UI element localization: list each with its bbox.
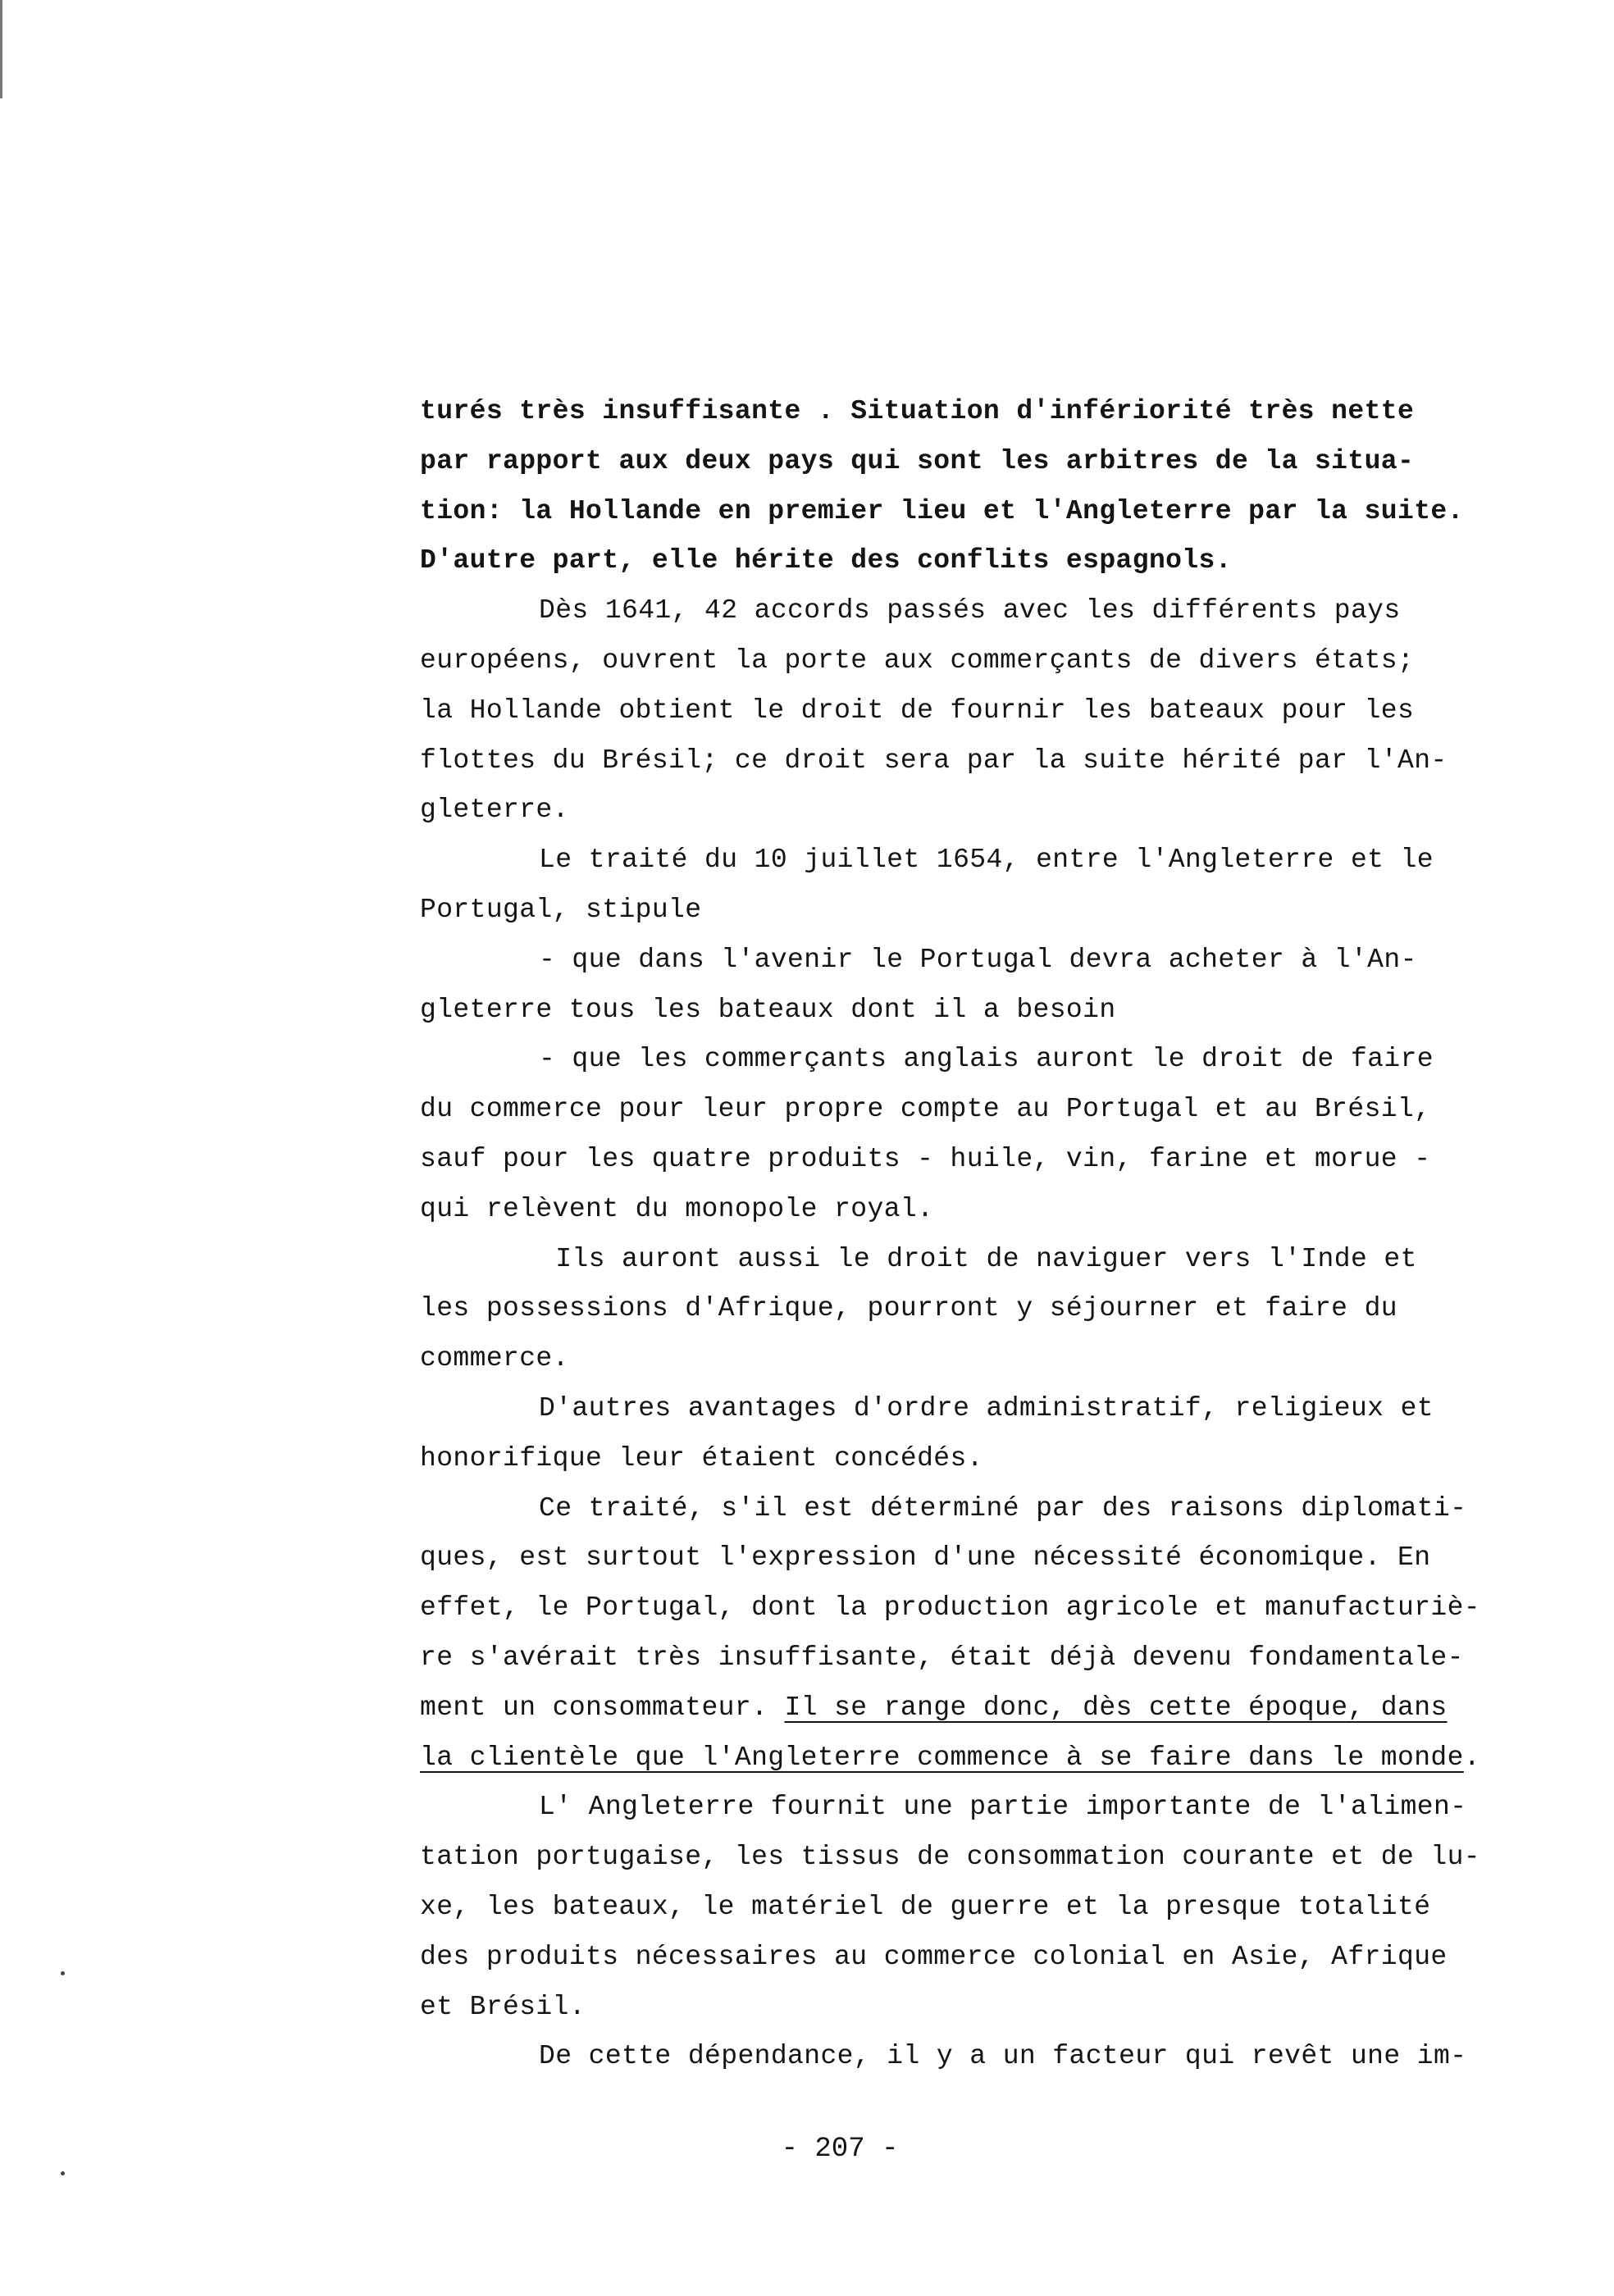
trailing-punctuation: . <box>1463 1742 1481 1773</box>
text-line-content: - que les commerçants anglais auront le droit de faire <box>539 1044 1434 1075</box>
text-line <box>420 1883 1535 1933</box>
text-line <box>420 836 1535 886</box>
text-line <box>420 1284 1535 1334</box>
text-line <box>420 1434 1535 1484</box>
text-line-content: De cette dépendance, il y a un facteur qui revêt une im- <box>539 2041 1467 2072</box>
text-line-content: L' Angleterre fournit une partie importante de l'alimen- <box>539 1792 1467 1823</box>
text-line-content: - que dans l'avenir le Portugal devra acheter à l'An- <box>539 944 1417 975</box>
text-line-content: Ils auront aussi le droit de naviguer vers l'Inde et <box>539 1243 1417 1274</box>
text-line <box>420 1933 1535 1983</box>
text-line <box>420 636 1535 686</box>
text-line <box>420 437 1535 487</box>
text-line-content: Portugal, stipule <box>420 894 702 925</box>
text-line <box>420 1783 1535 1833</box>
text-line <box>420 936 1535 986</box>
text-line-content: Le traité du 10 juillet 1654, entre l'Angleterre et le <box>539 845 1434 876</box>
text-line-content: la Hollande obtient le droit de fournir les bateaux pour les <box>420 695 1415 726</box>
text-line <box>420 387 1535 437</box>
text-line <box>420 487 1535 537</box>
text-line-content: xe, les bateaux, le matériel de guerre et la presque totalité <box>420 1891 1431 1922</box>
text-line-content: honorifique leur étaient concédés. <box>420 1442 983 1474</box>
text-line <box>420 2032 1535 2082</box>
scan-speck <box>61 1971 65 1975</box>
text-line-content: sauf pour les quatre produits - huile, vin, farine et morue - <box>420 1143 1431 1174</box>
text-line <box>420 1583 1535 1633</box>
text-line-content: flottes du Brésil; ce droit sera par la suite hérité par l'An- <box>420 745 1448 776</box>
text-line <box>420 1384 1535 1434</box>
text-line-content: D'autres avantages d'ordre administratif, religieux et <box>539 1392 1434 1424</box>
page-number: - 207 - <box>781 2134 899 2165</box>
text-line <box>420 686 1535 736</box>
text-line-content: ques, est surtout l'expression d'une nécessité économique. En <box>420 1542 1431 1574</box>
text-line <box>420 1983 1535 2033</box>
text-line <box>420 1533 1535 1583</box>
text-line <box>420 886 1535 936</box>
text-line-content: européens, ouvrent la porte aux commerçants de divers états; <box>420 645 1415 676</box>
text-line-content: gleterre. <box>420 795 569 826</box>
text-line <box>420 1484 1535 1534</box>
text-line-content: et Brésil. <box>420 1991 586 2022</box>
text-line <box>420 1334 1535 1384</box>
text-line-content: effet, le Portugal, dont la production agricole et manufacturiè- <box>420 1592 1481 1624</box>
text-line-content: du commerce pour leur propre compte au Portugal et au Brésil, <box>420 1094 1431 1125</box>
text-line <box>420 1683 1535 1733</box>
text-line <box>420 1833 1535 1883</box>
text-line <box>420 986 1535 1036</box>
text-line-content: Ce traité, s'il est déterminé par des raisons diplomati- <box>539 1492 1467 1524</box>
text-line-content: Dès 1641, 42 accords passés avec les différents pays <box>539 595 1401 626</box>
text-line-content: re s'avérait très insuffisante, était déjà devenu fondamentale- <box>420 1642 1464 1673</box>
text-line-content: tation portugaise, les tissus de consommation courante et de lu- <box>420 1842 1481 1873</box>
text-line-content: gleterre tous les bateaux dont il a besoin <box>420 994 1116 1025</box>
text-line <box>420 1085 1535 1135</box>
text-line-content: D'autre part, elle hérite des conflits espagnols. <box>420 545 1232 576</box>
text-line-content: turés très insuffisante . Situation d'infériorité très nette <box>420 396 1415 426</box>
text-line-content: ment un consommateur. <box>420 1692 785 1723</box>
text-line-content: tion: la Hollande en premier lieu et l'Angleterre par la suite. <box>420 495 1464 526</box>
text-line <box>420 1185 1535 1235</box>
text-line <box>420 1633 1535 1683</box>
scan-edge-mark <box>0 0 2 98</box>
text-line <box>420 1035 1535 1085</box>
text-line <box>420 586 1535 636</box>
underlined-text: Il se range donc, dès cette époque, dans <box>784 1692 1448 1723</box>
text-line-content: des produits nécessaires au commerce colonial en Asie, Afrique <box>420 1941 1448 1972</box>
text-line <box>420 1235 1535 1285</box>
body-text <box>420 387 1535 2082</box>
underlined-text: la clientèle que l'Angleterre commence à se faire dans le monde <box>420 1742 1464 1773</box>
text-line-content: les possessions d'Afrique, pourront y séjourner et faire du <box>420 1293 1397 1324</box>
text-line-content: par rapport aux deux pays qui sont les arbitres de la situa- <box>420 445 1415 476</box>
text-line-content: commerce. <box>420 1343 569 1374</box>
text-line-content: qui relèvent du monopole royal. <box>420 1193 934 1224</box>
text-line <box>420 1135 1535 1185</box>
text-line <box>420 786 1535 836</box>
text-line <box>420 736 1535 786</box>
scan-speck <box>61 2171 65 2175</box>
text-line <box>420 536 1535 586</box>
text-line <box>420 1733 1535 1784</box>
